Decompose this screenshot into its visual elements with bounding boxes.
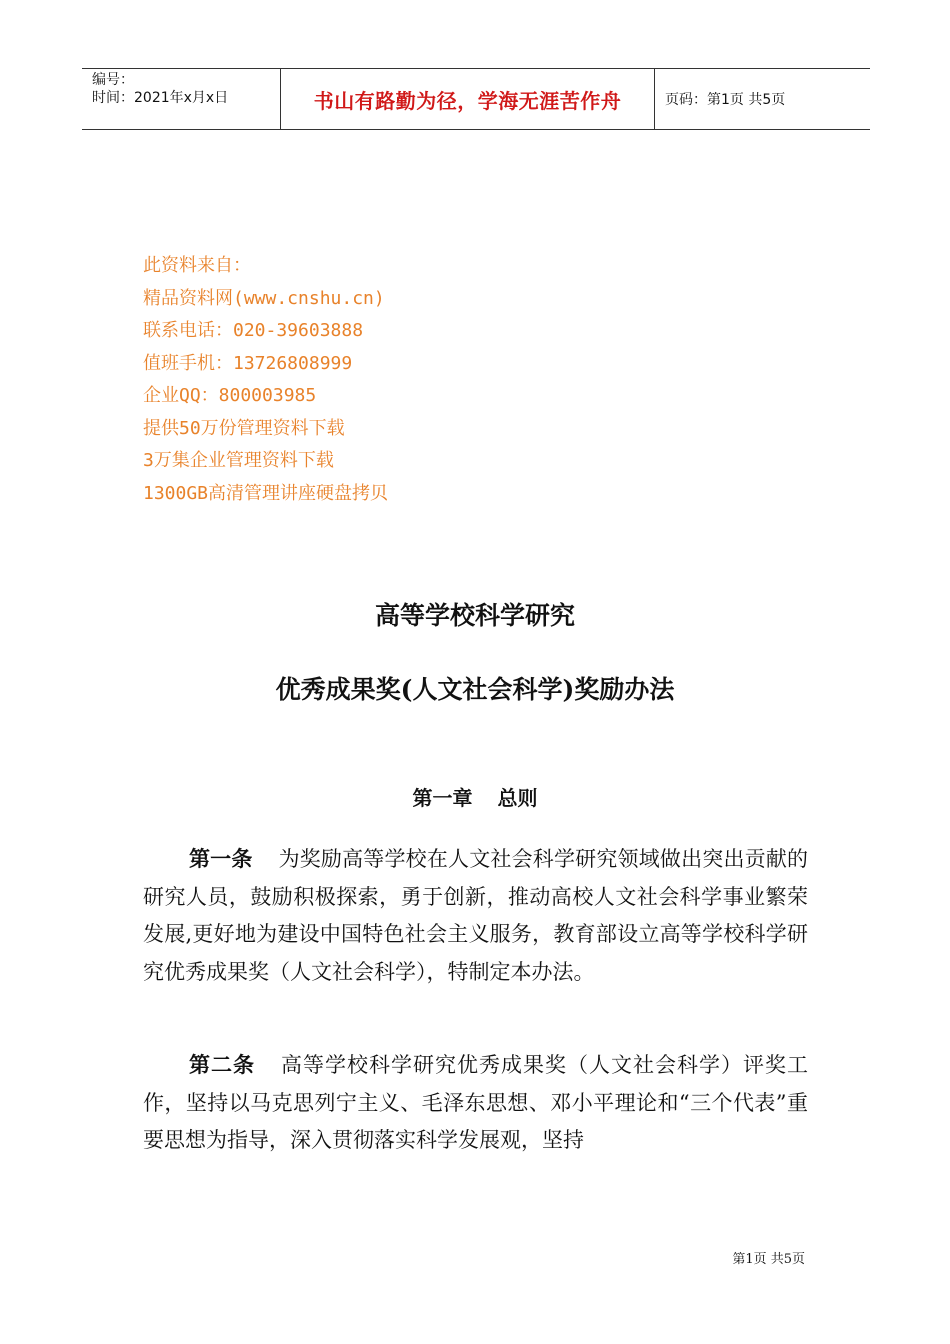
document-title-line1: 高等学校科学研究	[374, 601, 575, 630]
ad-line-qq: 企业QQ：800003985	[143, 385, 317, 406]
ad-line: 此资料来自：	[143, 255, 251, 276]
ad-line: 1300GB高清管理讲座硬盘拷贝	[143, 482, 389, 504]
ad-block	[143, 250, 388, 510]
ad-line-phone: 联系电话：020-39603888	[143, 320, 364, 341]
chapter-heading: 第一章 总则	[412, 786, 538, 810]
header-page-info: 页码：第1页 共5页	[665, 92, 786, 108]
header-meta	[82, 69, 281, 129]
ad-line-mobile: 值班手机：13726808999	[143, 352, 353, 374]
header-motto: 书山有路勤为径，学海无涯苦作舟	[281, 69, 655, 129]
page-footer: 第1页 共5页	[732, 1252, 805, 1267]
article-paragraph	[143, 1046, 808, 1160]
page-header	[82, 68, 870, 130]
article-paragraph	[143, 840, 808, 991]
ad-line-website[interactable]: 精品资料网(www.cnshu.cn)	[143, 287, 385, 309]
ad-line: 3万集企业管理资料下载	[143, 450, 334, 471]
article-text: 高等学校科学研究优秀成果奖（人文社会科学）评奖工作，坚持以马克思列宁主义、毛泽东思想、邓小平理论和“三个代表”重要思想为指导，深入贯彻落实科学发展观，坚持	[143, 1053, 808, 1152]
article-label: 第二条	[189, 1052, 255, 1077]
article-text: 为奖励高等学校在人文社会科学研究领域做出突出贡献的研究人员，鼓励积极探索，勇于创新，推动高校人文社会科学事业繁荣发展,更好地为建设中国特色社会主义服务，教育部设立高等学校科学研究优秀成果奖（人文社会科学），特制定本办法。	[143, 847, 809, 984]
header-number: 编号：	[92, 72, 134, 88]
header-time: 时间：2021年x月x日	[92, 90, 229, 106]
document-title-line2: 优秀成果奖(人文社会科学)奖励办法	[275, 675, 675, 704]
article-label: 第一条	[189, 846, 253, 871]
ad-line: 提供50万份管理资料下载	[143, 417, 345, 439]
